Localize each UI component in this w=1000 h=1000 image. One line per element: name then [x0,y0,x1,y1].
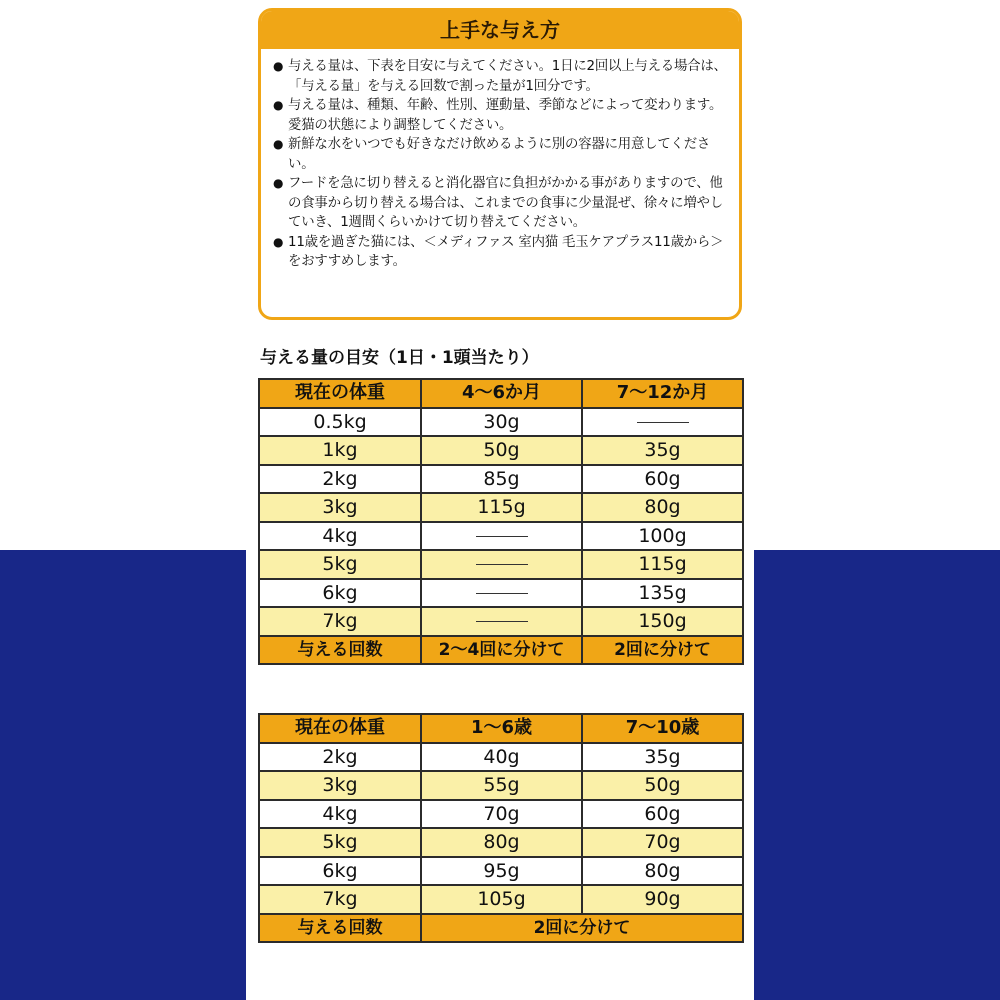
table-cell: 150g [582,607,743,636]
table-cell: 1kg [259,436,421,465]
table-cell: 60g [582,800,743,829]
table-cell: 4kg [259,800,421,829]
table-cell: 35g [582,436,743,465]
table-header-row [259,714,743,743]
table-cell: 2回に分けて [421,914,743,943]
table-cell: 115g [421,493,582,522]
table-cell [582,408,743,437]
table-cell [421,550,582,579]
table-cell: 40g [421,743,582,772]
table-cell: 60g [582,465,743,494]
table-row [259,465,743,494]
table-cell: 現在の体重 [259,714,421,743]
table-cell: 2kg [259,743,421,772]
table-row [259,828,743,857]
bullet-icon: ● [273,234,284,249]
table-cell: 2kg [259,465,421,494]
guide-item: ● フードを急に切り替えると消化器官に負担がかかる事がありますので、他の食事から切り替える場合は、これまでの食事に少量混ぜ、徐々に増やしていき、1週間くらいかけて切り替えてください。 [273,174,729,233]
table-cell: 50g [582,771,743,800]
table-header-row [259,379,743,408]
guide-item: ● 11歳を過ぎた猫には、＜メディファス 室内猫 毛玉ケアプラス11歳から＞をおすすめします。 [273,233,729,272]
table-cell: 0.5kg [259,408,421,437]
table-footer-row [259,636,743,665]
table-cell: 7kg [259,885,421,914]
bullet-icon: ● [273,98,284,112]
guide-title: 上手な与え方 [261,11,739,49]
table-cell: 90g [582,885,743,914]
table-cell: 7kg [259,607,421,636]
table-cell: 4～6か月 [421,379,582,408]
table-footer-row [259,914,743,943]
table-cell: 105g [421,885,582,914]
guide-item: ● 与える量は、種類、年齢、性別、運動量、季節などによって変わります。愛猫の状態により調整してください。 [273,96,729,135]
table-cell: 与える回数 [259,636,421,665]
table-cell: 80g [582,857,743,886]
bullet-icon: ● [273,176,284,190]
table-cell: 135g [582,579,743,608]
table-cell: 70g [582,828,743,857]
table-row [259,885,743,914]
table-cell: 100g [582,522,743,551]
table-row [259,522,743,551]
dash-mark [476,564,528,565]
table-cell: 85g [421,465,582,494]
table-cell: 4kg [259,522,421,551]
table-row [259,493,743,522]
table-row [259,408,743,437]
cup-footnote: 200mlカップ1杯が、約75gです。 [258,975,477,991]
table-cell: 50g [421,436,582,465]
table-cell: 35g [582,743,743,772]
table-cell [421,607,582,636]
table-cell: 5kg [259,550,421,579]
dash-mark [476,621,528,622]
table-cell: 与える回数 [259,914,421,943]
table-cell: 70g [421,800,582,829]
table-cell: 80g [421,828,582,857]
table-row [259,550,743,579]
table-cell: 30g [421,408,582,437]
table-cell: 7～10歳 [582,714,743,743]
guide-body [261,49,739,272]
table-row [259,771,743,800]
dash-mark [637,422,689,423]
table-cell: 7～12か月 [582,379,743,408]
table-cell: 6kg [259,579,421,608]
table-cell [421,579,582,608]
table-cell: 2回に分けて [582,636,743,665]
table-cell: 現在の体重 [259,379,421,408]
table-cell: 6kg [259,857,421,886]
table-row [259,857,743,886]
table-row [259,436,743,465]
table-cell: 5kg [259,828,421,857]
table-cell: 3kg [259,493,421,522]
table-row [259,743,743,772]
guide-item: ● 新鮮な水をいつでも好きなだけ飲めるように別の容器に用意してください。 [273,135,729,174]
table-row [259,607,743,636]
table-cell: 3kg [259,771,421,800]
table-cell: 115g [582,550,743,579]
adult-feeding-table [258,713,744,943]
table-cell: 55g [421,771,582,800]
table-row [259,579,743,608]
table-cell: 1～6歳 [421,714,582,743]
dash-mark [476,593,528,594]
table-cell: 95g [421,857,582,886]
bullet-icon: ● [273,59,284,73]
feeding-guide-box [258,8,742,320]
table-cell [421,522,582,551]
table-row [259,800,743,829]
table-cell: 2～4回に分けて [421,636,582,665]
guide-item: ● 与える量は、下表を目安に与えてください。1日に2回以上与える場合は、「与える量」を与える回数で割った量が1回分です。 [273,57,729,96]
table-cell: 80g [582,493,743,522]
amount-table-title: 与える量の目安（1日・1頭当たり） [260,348,539,368]
kitten-feeding-table [258,378,744,665]
bullet-icon: ● [273,137,284,151]
dash-mark [476,536,528,537]
